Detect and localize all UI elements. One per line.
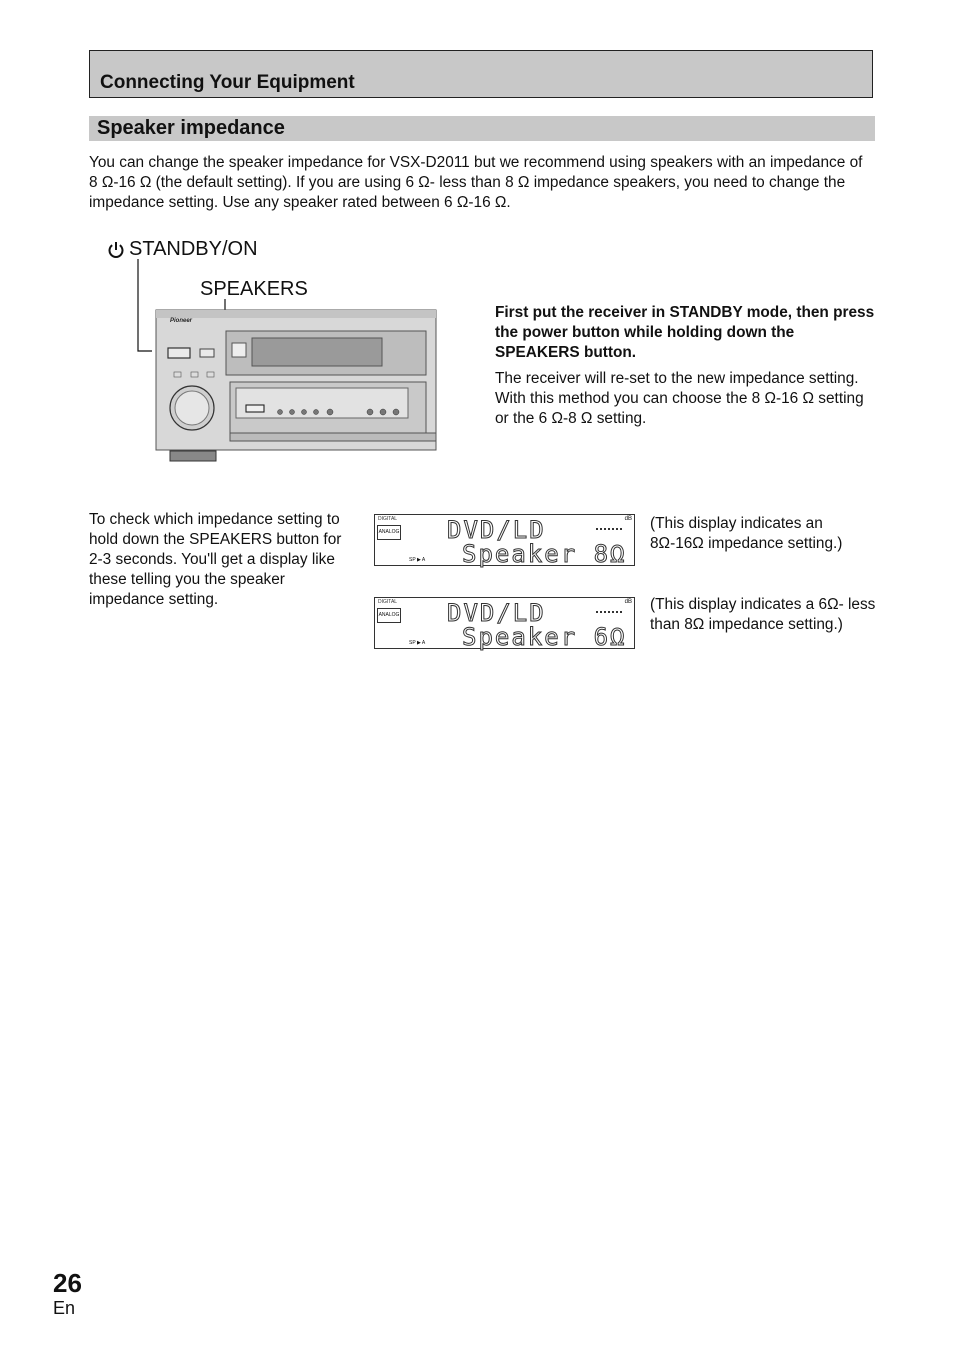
lcd-line1: DVD/LD (447, 516, 546, 544)
standby-button[interactable] (168, 348, 190, 358)
lcd-db-unit: dB (624, 599, 632, 605)
lcd-digital-tag: DIGITAL (378, 599, 398, 605)
check-paragraph: To check which impedance setting to hold down the SPEAKERS button for 2-3 seconds. You'll get a display like these telling you the speaker impedance setting. (89, 511, 342, 608)
speakers-button[interactable] (246, 405, 264, 412)
display-screen (252, 338, 382, 366)
section-header (89, 50, 873, 98)
instruction-body: The receiver will re-set to the new impedance setting. With this method you can choose the 8 Ω-16 Ω setting or the 6 Ω-8 Ω setting. (495, 370, 864, 427)
lcd-display-8ohm (374, 514, 635, 566)
panel-bottom-strip (230, 433, 436, 441)
lcd-display-6ohm (374, 597, 635, 649)
lcd-line2: Speaker 8Ω (462, 540, 627, 568)
receiver-foot (170, 451, 216, 461)
subsection-title: Speaker impedance (97, 117, 285, 139)
lcd-analog-badge: ANALOG (377, 525, 401, 540)
lcd-line1: DVD/LD (447, 599, 546, 627)
receiver-top-strip (156, 310, 436, 318)
display-caption-6ohm: (This display indicates a 6Ω- less than 8Ω impedance setting.) (650, 596, 876, 633)
small-button[interactable] (200, 349, 214, 357)
lcd-level-meter (596, 611, 622, 615)
volume-knob-inner (175, 391, 209, 425)
lcd-speaker-indicator: SP ▶ A (409, 640, 426, 646)
instruction-bold: First put the receiver in STANDBY mode, then press the power button while holding down the SPEAKERS button. (495, 304, 875, 361)
receiver-illustration (130, 255, 440, 465)
speakers-label: SPEAKERS (200, 278, 308, 300)
brand-logo: Pioneer (170, 318, 193, 324)
lcd-db-unit: dB (624, 516, 632, 522)
intro-paragraph: You can change the speaker impedance for VSX-D2011 but we recommend using speakers with an impedance of 8 Ω-16 Ω (the default setting). If you are using 6 Ω- less than 8 Ω impedance speakers, you need to change the impedance setting. Use any speaker rated between 6 Ω-16 Ω. (89, 154, 863, 211)
page-language: En (53, 1298, 76, 1318)
standby-callout-line (138, 259, 152, 351)
lcd-digital-tag: DIGITAL (378, 516, 398, 522)
input-buttons (174, 372, 214, 377)
lcd-speaker-indicator: SP ▶ A (409, 557, 426, 563)
display-caption-8ohm: (This display indicates an 8Ω-16Ω impedance setting.) (650, 515, 843, 552)
lcd-analog-badge: ANALOG (377, 608, 401, 623)
page-number: 26 (53, 1268, 82, 1298)
lcd-level-meter (596, 528, 622, 532)
display-knob (232, 343, 246, 357)
lcd-line2: Speaker 6Ω (462, 623, 627, 651)
section-header-title: Connecting Your Equipment (100, 72, 355, 93)
power-icon (107, 241, 125, 259)
standby-label-text: STANDBY/ON (129, 238, 258, 260)
subsection-header (89, 116, 875, 141)
